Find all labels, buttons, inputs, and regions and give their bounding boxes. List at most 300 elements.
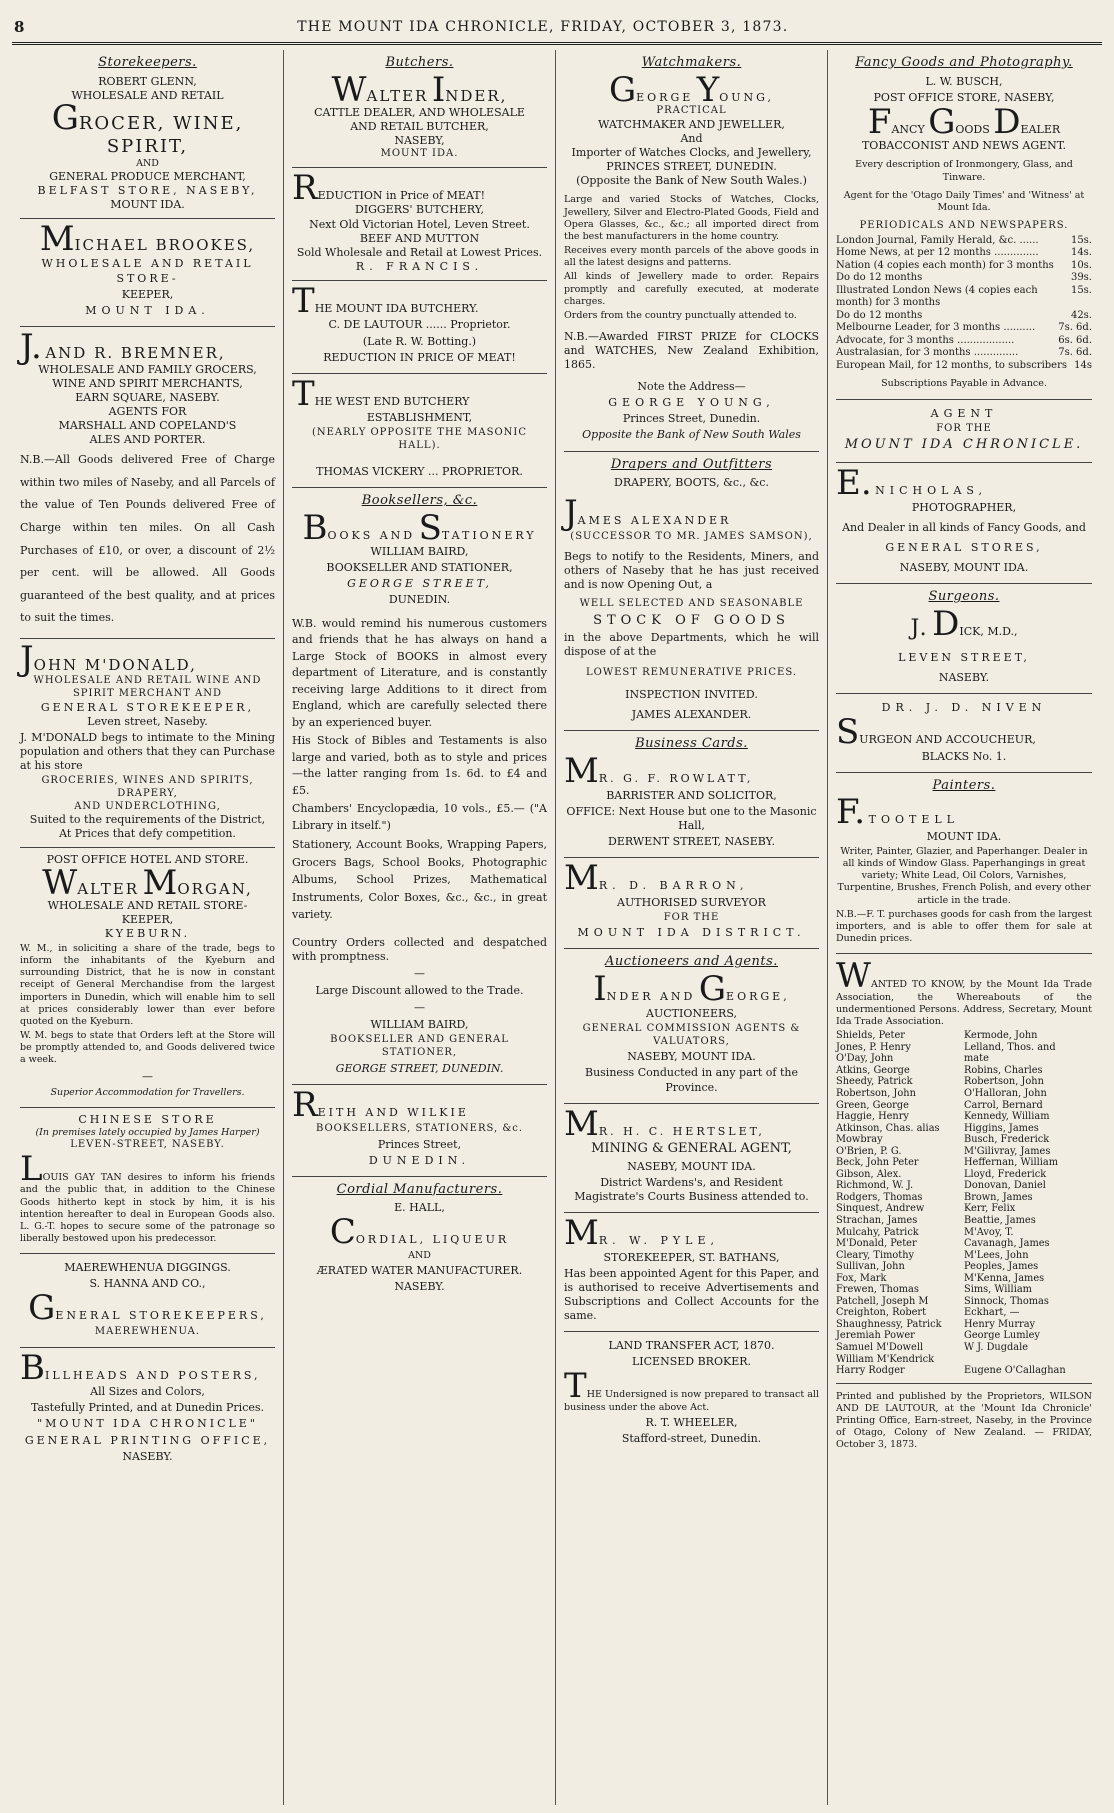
- francis-line: Sold Wholesale and Retail at Lowest Prices.: [296, 245, 543, 259]
- barron-line: FOR THE: [663, 911, 720, 923]
- drop-cap: D: [932, 603, 960, 644]
- baird-paragraph: His Stock of Bibles and Testaments is also large and varied, both as to style and prices —the latter ranging from 1s. 6d. to £4 and £5.: [292, 734, 547, 797]
- wanted-person: Shaughnessy, Patrick: [836, 1318, 942, 1330]
- baird-line: WILLIAM BAIRD,: [370, 545, 469, 559]
- drop-cap: F: [867, 101, 892, 142]
- young-line: And: [680, 132, 703, 146]
- mdonald-line: SPIRIT MERCHANT AND: [72, 687, 223, 699]
- reith-title: EITH AND WILKIE: [317, 1106, 469, 1120]
- alexander-line: (SUCCESSOR TO MR. JAMES SAMSON),: [570, 530, 813, 542]
- wanted-person: Sullivan, John: [836, 1261, 905, 1273]
- inder-line: CATTLE DEALER, AND WHOLESALE: [314, 105, 525, 119]
- busch-paragraph: Every description of Ironmongery, Glass, and Tinware.: [855, 159, 1073, 183]
- wanted-person: Brown, James: [964, 1191, 1033, 1203]
- agent-line: AGENT: [930, 406, 998, 420]
- morgan-body: W. M. begs to state that Orders left at the Store will be promptly attended to, and Goods delivered twice a week.: [20, 1030, 275, 1066]
- section-heading-auctioneers: Auctioneers and Agents.: [605, 954, 778, 970]
- wanted-person: Eugene O'Callaghan: [964, 1365, 1066, 1377]
- periodical-price: 10s.: [1070, 259, 1092, 271]
- billheads-line: "MOUNT IDA CHRONICLE": [37, 1417, 258, 1431]
- drop-cap: B: [20, 1347, 45, 1388]
- young-line: PRACTICAL: [656, 105, 727, 117]
- periodical-row: [836, 247, 1092, 260]
- section-heading-booksellers: Booksellers, &c.: [361, 493, 478, 508]
- bremner-line: MARSHALL AND COPELAND'S: [58, 419, 237, 433]
- wanted-person: Higgins, James: [964, 1122, 1039, 1134]
- drop-cap: R: [292, 1085, 318, 1126]
- drop-cap: I: [593, 969, 607, 1010]
- busch-paragraph: Agent for the 'Otago Daily Times' and 'Witness' at Mount Ida.: [843, 189, 1085, 213]
- wanted-names: [836, 1030, 1092, 1376]
- wanted-person: Lelland, Thos. and: [964, 1041, 1056, 1053]
- alexander-stock: WELL SELECTED AND SEASONABLE: [579, 597, 804, 609]
- francis-title: EDUCTION in Price of MEAT!: [317, 188, 485, 202]
- header-rule: [12, 42, 1102, 45]
- wanted-person: M'Avoy, T.: [964, 1226, 1014, 1238]
- drop-cap: M: [564, 1103, 599, 1144]
- wanted-person: M'Gilivray, James: [964, 1145, 1051, 1157]
- francis-line: Next Old Victorian Hotel, Leven Street.: [309, 217, 530, 231]
- glenn-name: ROBERT GLENN,: [98, 74, 197, 88]
- baird-paragraph: Chambers' Encyclopædia, 10 vols., £5.— ("A Library in itself."): [292, 802, 547, 832]
- pyle-paragraph: Has been appointed Agent for this Paper, and is authorised to receive Advertisements and Subscriptions and Collect Accounts for the same.: [564, 1266, 819, 1322]
- mdonald-body: J. M'DONALD begs to intimate to the Mining population and others that they can Purchase at his store: [20, 730, 275, 772]
- young-address: GEORGE YOUNG,: [608, 396, 775, 410]
- busch-name: L. W. BUSCH,: [925, 74, 1003, 88]
- periodical-row: [836, 235, 1092, 248]
- hertslet-line: District Wardens's, and Resident Magistrate's Courts Business attended to.: [574, 1175, 809, 1203]
- periodical-price: 14s: [1074, 359, 1092, 371]
- periodical-price: 15s.: [1070, 234, 1092, 246]
- wanted-person: Carrol, Bernard: [964, 1099, 1043, 1111]
- niven-title: URGEON AND ACCOUCHEUR,: [859, 732, 1036, 746]
- drop-cap: B: [302, 507, 328, 548]
- busch-title: ANCY: [891, 122, 925, 136]
- wanted-person: Lloyd, Frederick: [964, 1168, 1047, 1180]
- wanted-person: Donovan, Daniel: [964, 1180, 1046, 1192]
- section-heading-watchmakers: Watchmakers.: [641, 55, 742, 70]
- column-1: Storekeepers. ROBERT GLENN, WHOLESALE AND RETAIL GROCER, WINE, SPIRIT, AND GENERAL PRODUCE MERCHANT, BELFAST STORE, NASEBY, MOUNT IDA. MICHAEL BROOKES, WHOLESALE AND RETAIL STORE- KEEPER, MOUNT IDA. J. AND R. BREMNER, WHOLESALE AND FAMILY GROCERS, WINE AND SPIRIT MERCHANTS, EARN SQUARE, NASEBY. AGENTS FOR MARSHALL AND COPELAND'S ALES AND PORTER. N.B.—All Goods delivered Free of Charge within two miles of Naseby, and all Parcels of the value of Ten Pounds delivered Free of Charge within ten miles. On all Cash Purchases of £10, or over, a discount of 2½ per cent. will be allowed. All Goods guaranteed of the best quality, and at prices to suit the times. JOHN M'DONALD, WHOLESALE AND RETAIL WINE AND SPIRIT MERCHANT AND GENERAL STOREKEEPER, Leven street, Naseby. J. M'DONALD begs to intimate to the Mining population and others that they can Purchase at his store GROCERIES, WINES AND SPIRITS, DRAPERY, AND UNDERCLOTHING, Suited to the requirements of the District, At Prices that defy competition. POST OFFICE HOTEL AND STORE. WALTER MORGAN, WHOLESALE AND RETAIL STORE- KEEPER, KYEBURN. W. M., in soliciting a share of the trade, begs to inform the inhabitants of the Kyeburn and surrounding District, that he is now in constant receipt of General Merchandise from the largest importers in Dunedin, which will enable him to sell at prices considerably lower than ever before quoted on the Kyeburn. W. M. begs to state that Orders left at the Store will be promptly attended to, and Goods delivered twice a week. — Superior Accommodation for Travellers. CHINESE STORE (In premises lately occupied by James Harper) LEVEN-STREET, NASEBY. LOUIS GAY TAN desires to inform his friends and the public that, in addition to the Chinese Goods hitherto kept in stock by him, it is his intention hereafter to deal in European Goods also. L. G.-T. hopes to secure some of the patronage so liberally bestowed upon his predecessor. MAEREWHENUA DIGGINGS. S. HANNA AND CO., GENERAL STOREKEEPERS, MAEREWHENUA. BILLHEADS AND POSTERS, All Sizes and Colors, Tastefully Printed, and at Dunedin Prices. "MOUNT IDA CHRONICLE" GENERAL PRINTING OFFICE, NASEBY.: [12, 50, 284, 1805]
- page-number: 8: [14, 18, 26, 36]
- wanted-person: Haggie, Henry: [836, 1111, 909, 1123]
- westend-line: THOMAS VICKERY ... PROPRIETOR.: [316, 464, 523, 478]
- morgan-name: ALTER: [77, 879, 140, 898]
- mdonald-goods: GROCERIES, WINES AND SPIRITS, DRAPERY,: [41, 774, 254, 799]
- mdonald-line: Leven street, Naseby.: [87, 714, 208, 728]
- reith-line: Princes Street,: [377, 1137, 462, 1151]
- nicholas-line: PHOTOGRAPHER,: [911, 500, 1017, 514]
- chinese-store-title: CHINESE STORE: [78, 1112, 217, 1126]
- wanted-person: Fox, Mark: [836, 1272, 887, 1284]
- drop-cap: I: [431, 69, 446, 110]
- periodical-title: Nation (4 copies each month) for 3 months: [836, 259, 1054, 271]
- periodicals-foot: Subscriptions Payable in Advance.: [881, 378, 1047, 390]
- billheads-line: GENERAL PRINTING OFFICE,: [24, 1433, 271, 1447]
- glenn-line: ROCER, WINE, SPIRIT,: [78, 112, 244, 157]
- rowlatt-name: R. G. F. ROWLATT,: [598, 772, 754, 785]
- dick-name: ICK, M.D.,: [959, 624, 1018, 638]
- drop-cap: J.: [20, 326, 42, 367]
- ig-line: Business Conducted in any part of the Province.: [584, 1066, 799, 1094]
- francis-line: R. FRANCIS.: [355, 259, 484, 273]
- drop-cap: G: [928, 101, 956, 142]
- drop-cap: G: [28, 1288, 56, 1329]
- young-line: PRINCES STREET, DUNEDIN.: [606, 160, 777, 174]
- periodical-row: [836, 360, 1092, 373]
- section-heading-business: Business Cards.: [635, 736, 748, 752]
- dick-line: LEVEN STREET,: [898, 650, 1030, 664]
- hanna-name: S. HANNA AND CO.,: [89, 1277, 206, 1291]
- wanted-person: Sims, William: [964, 1284, 1032, 1296]
- periodical-row: [836, 272, 1092, 285]
- periodical-title: Advocate, for 3 months ..................: [836, 334, 1015, 346]
- wanted-person: Sinnock, Thomas: [964, 1295, 1049, 1307]
- ig-name: NDER AND: [606, 990, 696, 1004]
- baird-title: OOKS AND: [327, 528, 416, 542]
- wanted-person: Jones, P. Henry: [836, 1041, 911, 1053]
- periodical-row: [836, 285, 1092, 310]
- niven-line: BLACKS No. 1.: [921, 749, 1007, 763]
- periodical-title: Australasian, for 3 months ..............: [836, 347, 1019, 359]
- column-4: [828, 50, 1100, 1805]
- tootell-paragraph: Writer, Painter, Glazier, and Paperhanger. Dealer in all kinds of Window Glass. Paperhangings in great variety; White Lead, Oil Colors, Varnishes, Turpentine, Brushes, French Polish, and every other article in the trade.: [837, 845, 1091, 906]
- bremner-name: AND R. BREMNER,: [45, 343, 226, 362]
- drop-cap: J: [564, 493, 578, 534]
- section-heading-storekeepers: Storekeepers.: [98, 55, 197, 70]
- drop-cap: J: [20, 638, 34, 679]
- periodical-title: Home News, at per 12 months ..............: [836, 247, 1039, 259]
- pyle-name: R. W. PYLE,: [598, 1234, 719, 1248]
- barron-name: R. D. BARRON,: [598, 878, 749, 892]
- periodical-title: European Mail, for 12 months, to subscribers: [836, 359, 1068, 371]
- section-heading-butchers: Butchers.: [385, 55, 454, 70]
- busch-line: TOBACCONIST AND NEWS AGENT.: [861, 139, 1067, 153]
- young-line: Importer of Watches Clocks, and Jewellery,: [571, 146, 812, 160]
- wanted-person: Sheedy, Patrick: [836, 1076, 913, 1088]
- mdonald-name: OHN M'DONALD,: [33, 655, 197, 674]
- chinese-body: OUIS GAY TAN desires to inform his friends and the public that, in addition to the Chinese Goods hitherto kept in stock by him, it is his intention hereafter to deal in European Goods also. L. G.-T. hopes to secure some of the patronage so liberally bestowed upon his predecessor.: [20, 1171, 275, 1245]
- column-2: Butchers. WALTER INDER, CATTLE DEALER, AND WHOLESALE AND RETAIL BUTCHER, NASEBY, MOUNT IDA. REDUCTION in Price of MEAT! DIGGERS' BUTCHERY, Next Old Victorian Hotel, Leven Street. BEEF AND MUTTON Sold Wholesale and Retail at Lowest Prices. R. FRANCIS. THE MOUNT IDA BUTCHERY. C. DE LAUTOUR ...... Proprietor. (Late R. W. Botting.) REDUCTION IN PRICE OF MEAT! THE WEST END BUTCHERY ESTABLISHMENT, (NEARLY OPPOSITE THE MASONIC HALL). THOMAS VICKERY ... PROPRIETOR. Booksellers, &c. BOOKS AND STATIONERY WILLIAM BAIRD, BOOKSELLER AND STATIONER, GEORGE STREET, DUNEDIN. W.B. would remind his numerous customers and friends that he has always on hand a Large Stock of BOOKS in almost every department of Literature, and is constantly receiving large Additions to it direct from England, which are carefully selected there by an experienced buyer. His Stock of Bibles and Testaments is also large and varied, both as to style and prices —the latter ranging from 1s. 6d. to £4 and £5. Chambers' Encyclopædia, 10 vols., £5.— ("A Library in itself.") Stationery, Account Books, Wrapping Papers, Grocers Bags, School Books, Photographic Albums, School Prizes, Mathematical Instruments, Color Boxes, &c., &c., in great variety. Country Orders collected and despatched with promptness. — Large Discount allowed to the Trade. — WILLIAM BAIRD, BOOKSELLER AND GENERAL STATIONER, GEORGE STREET, DUNEDIN. REITH AND WILKIE BOOKSELLERS, STATIONERS, &c. Princes Street, DUNEDIN. Cordial Manufacturers. E. HALL, CORDIAL, LIQUEUR AND ÆRATED WATER MANUFACTURER. NASEBY.: [284, 50, 556, 1805]
- drop-cap: G: [698, 969, 727, 1010]
- wanted-person: Henry Murray: [964, 1318, 1036, 1330]
- hall-line: AND: [408, 1249, 431, 1261]
- section-heading-fancy-goods: Fancy Goods and Photography.: [855, 55, 1073, 70]
- ig-line: GENERAL COMMISSION AGENTS & VALUATORS,: [582, 1022, 801, 1047]
- drop-cap: D: [993, 101, 1021, 142]
- alexander-name: AMES ALEXANDER: [577, 514, 732, 528]
- agent-paper: MOUNT IDA CHRONICLE.: [844, 437, 1084, 453]
- busch-title: OODS: [955, 122, 990, 136]
- wanted-person: Jeremiah Power: [836, 1330, 915, 1342]
- wanted-person: O'Halloran, John: [964, 1087, 1047, 1099]
- baird-paragraph: Stationery, Account Books, Wrapping Papers, Grocers Bags, School Books, Photographic Albums, School Prizes, Mathematical Instruments, Color Boxes, &c., &c., in great variety.: [292, 838, 547, 922]
- baird-line: GEORGE STREET,: [347, 577, 492, 591]
- imprint: Printed and published by the Proprietors, WILSON AND DE LAUTOUR, at the 'Mount Ida Chronicle' Printing Office, Earn-street, Naseby, in the Province of Otago, Colony of New Zealand. — FRIDAY, October 3, 1873.: [836, 1390, 1092, 1451]
- bremner-line: ALES AND PORTER.: [89, 433, 206, 447]
- bremner-line: AGENTS FOR: [108, 405, 187, 419]
- baird-line: BOOKSELLER AND STATIONER,: [326, 561, 513, 575]
- periodicals-list: [836, 235, 1092, 373]
- wanted-person: Eckhart, —: [964, 1307, 1020, 1319]
- billheads-line: NASEBY.: [122, 1449, 173, 1463]
- periodical-price: 6s. 6d.: [1058, 334, 1092, 346]
- westend-line: ESTABLISHMENT,: [366, 411, 473, 425]
- periodical-row: [836, 260, 1092, 273]
- rowlatt-line: BARRISTER AND SOLICITOR,: [606, 788, 777, 802]
- baird-paragraph: Large Discount allowed to the Trade.: [315, 984, 524, 998]
- baird-paragraph: W.B. would remind his numerous customers and friends that he has always on hand a Large Stock of BOOKS in almost every department of Literature, and is constantly receiving large Additions to it direct from England, which are carefully selected there by an experienced buyer.: [292, 616, 547, 729]
- wanted-person: Busch, Frederick: [964, 1134, 1050, 1146]
- inder-line: AND RETAIL BUTCHER,: [350, 119, 489, 133]
- wanted-person: Beck, John Peter: [836, 1157, 919, 1169]
- periodical-price: 7s. 6d.: [1058, 347, 1092, 359]
- mib-line: C. DE LAUTOUR ...... Proprietor.: [328, 318, 511, 332]
- tootell-line: MOUNT IDA.: [926, 829, 1002, 843]
- baird-line: DUNEDIN.: [388, 593, 451, 607]
- periodical-price: 14s.: [1070, 247, 1092, 259]
- wanted-person: Sinquest, Andrew: [836, 1203, 925, 1215]
- drop-cap: C: [329, 1212, 356, 1253]
- drop-cap: G: [608, 69, 637, 110]
- wanted-person: W J. Dugdale: [964, 1342, 1029, 1353]
- drop-cap: F.: [836, 792, 866, 833]
- wanted-person: M'Donald, Peter: [836, 1238, 917, 1250]
- periodical-row: [836, 310, 1092, 323]
- mdonald-line: GENERAL STOREKEEPER,: [40, 700, 255, 714]
- wanted-person: George Lumley: [964, 1330, 1040, 1342]
- young-address: Opposite the Bank of New South Wales: [582, 428, 801, 442]
- drop-cap: T: [292, 280, 315, 321]
- rowlatt-line: DERWENT STREET, NASEBY.: [608, 834, 775, 848]
- drop-cap: T: [292, 373, 315, 414]
- brookes-line: MOUNT IDA.: [85, 303, 210, 317]
- nicholas-line: GENERAL STORES,: [885, 540, 1043, 554]
- wanted-person: Cleary, Timothy: [836, 1249, 915, 1261]
- inder-line: MOUNT IDA.: [380, 148, 459, 160]
- alexander-stock: STOCK OF GOODS: [593, 612, 790, 628]
- drop-cap: S: [836, 711, 860, 752]
- alexander-paragraph: Begs to notify to the Residents, Miners, and others of Naseby that he has just received and is now Opening Out, a: [564, 549, 819, 591]
- glenn-line: MOUNT IDA.: [110, 198, 185, 212]
- wanted-person: Strachan, James: [836, 1214, 918, 1226]
- land-line: LICENSED BROKER.: [631, 1355, 751, 1369]
- drapery-line: DRAPERY, BOOTS, &c., &c.: [614, 476, 769, 490]
- alexander-line: JAMES ALEXANDER.: [631, 708, 752, 722]
- wanted-person: Robertson, John: [964, 1076, 1044, 1088]
- busch-line: POST OFFICE STORE, NASEBY,: [873, 90, 1055, 104]
- niven-name: DR. J. D. NIVEN: [881, 700, 1047, 714]
- wanted-person: William M'Kendrick: [836, 1353, 935, 1365]
- wanted-intro: ANTED TO KNOW, by the Mount Ida Trade Association, the Whereabouts of the undermentioned Persons. Address, Secretary, Mount Ida Trade Association.: [836, 979, 1092, 1028]
- periodical-row: [836, 347, 1092, 360]
- land-line: Stafford-street, Dunedin.: [621, 1432, 762, 1445]
- young-paragraph: Orders from the country punctually attended to.: [564, 309, 797, 321]
- baird-signature: BOOKSELLER AND GENERAL STATIONER,: [330, 1034, 509, 1059]
- section-heading-cordial: Cordial Manufacturers.: [336, 1181, 503, 1197]
- bremner-line: WHOLESALE AND FAMILY GROCERS,: [38, 362, 257, 376]
- tootell-paragraph: N.B.—F. T. purchases goods for cash from the largest importers, and is able to offer them for sale at Dunedin prices.: [836, 908, 1092, 945]
- rowlatt-line: OFFICE: Next House but one to the Masonic Hall,: [566, 804, 817, 832]
- glenn-line: WHOLESALE AND RETAIL: [71, 88, 224, 102]
- masthead-title: THE MOUNT IDA CHRONICLE, FRIDAY, OCTOBER 3, 1873.: [297, 19, 789, 35]
- mdonald-goods: At Prices that defy competition.: [59, 827, 236, 841]
- ig-line: NASEBY, MOUNT IDA.: [627, 1050, 756, 1064]
- section-heading-surgeons: Surgeons.: [928, 588, 1000, 604]
- periodical-price: 7s. 6d.: [1058, 322, 1092, 334]
- young-line: WATCHMAKER AND JEWELLER,: [598, 118, 785, 132]
- young-address: Note the Address—: [637, 380, 746, 394]
- column-3: [556, 50, 828, 1805]
- wanted-person: O'Day, John: [836, 1053, 894, 1065]
- hall-line: ÆRATED WATER MANUFACTURER.: [316, 1264, 523, 1278]
- wanted-person: Mulcahy, Patrick: [836, 1226, 919, 1238]
- tootell-name: TOOTELL: [868, 813, 959, 827]
- wanted-person: Heffernan, William: [964, 1157, 1059, 1169]
- barron-line: AUTHORISED SURVEYOR: [617, 895, 766, 909]
- young-name: OUNG,: [719, 90, 775, 104]
- wanted-person: Creighton, Robert: [836, 1307, 927, 1319]
- baird-paragraph: Country Orders collected and despatched with promptness.: [292, 936, 547, 964]
- maere-title: MAEREWHENUA DIGGINGS.: [64, 1261, 231, 1275]
- wanted-person: Robertson, John: [836, 1087, 916, 1099]
- ig-name: EORGE,: [726, 990, 790, 1004]
- wanted-person: [964, 1354, 1092, 1366]
- section-heading-painters: Painters.: [932, 777, 996, 793]
- wanted-person: Beattie, James: [964, 1214, 1036, 1226]
- young-address: Princes Street, Dunedin.: [622, 412, 761, 426]
- wanted-person: Shields, Peter: [836, 1030, 905, 1042]
- glenn-line: BELFAST STORE, NASEBY,: [37, 184, 258, 198]
- wanted-person: M'Kenna, James: [964, 1272, 1045, 1284]
- drop-cap: M: [142, 862, 178, 903]
- glenn-line: GENERAL PRODUCE MERCHANT,: [49, 170, 246, 183]
- nicholas-line: And Dealer in all kinds of Fancy Goods, and: [842, 520, 1086, 534]
- wanted-person: Green, George: [836, 1099, 909, 1111]
- wanted-person: Robins, Charles: [964, 1064, 1043, 1076]
- wanted-person: Atkins, George: [836, 1064, 910, 1076]
- drop-cap: M: [564, 751, 599, 791]
- drop-cap: M: [564, 1213, 599, 1254]
- billheads-title: ILLHEADS AND POSTERS,: [45, 1368, 261, 1382]
- baird-title: TATIONERY: [441, 528, 537, 542]
- wanted-person: Richmond, W. J.: [836, 1180, 914, 1192]
- drop-cap: W: [331, 69, 367, 110]
- drop-cap: R: [292, 167, 318, 208]
- periodical-price: 39s.: [1070, 272, 1092, 284]
- wanted-person: Rodgers, Thomas: [836, 1191, 923, 1203]
- hertslet-line: NASEBY, MOUNT IDA.: [627, 1159, 756, 1173]
- periodical-row: [836, 322, 1092, 335]
- bremner-note: N.B.—All Goods delivered Free of Charge within two miles of Naseby, and all Parcels of the value of Ten Pounds delivered Free of Charge within ten miles. On all Cash Purchases of £10, or over, a discount of 2½ per cent. will be allowed. All Goods guaranteed of the best quality, and at prices to suit the times.: [20, 453, 275, 625]
- inder-name: NDER,: [445, 86, 508, 105]
- periodical-title: Illustrated London News (4 copies each month) for 3 months: [836, 284, 1038, 309]
- billheads-line: All Sizes and Colors,: [90, 1385, 205, 1399]
- nicholas-name: NICHOLAS,: [875, 484, 988, 498]
- mib-line: REDUCTION IN PRICE OF MEAT!: [323, 350, 516, 364]
- wanted-person: Patchell, Joseph M: [836, 1295, 929, 1307]
- periodical-title: London Journal, Family Herald, &c. ......: [836, 234, 1039, 246]
- wanted-person: Kennedy, William: [964, 1111, 1050, 1123]
- young-paragraph: Large and varied Stocks of Watches, Clocks, Jewellery, Silver and Electro-Plated Goods, Field and Opera Glasses, &c., &c.; all imported direct from the best manufacturers in the home country.: [564, 194, 819, 242]
- brookes-name: ICHAEL BROOKES,: [74, 236, 256, 255]
- reith-line: BOOKSELLERS, STATIONERS, &c.: [315, 1122, 524, 1134]
- young-paragraph: All kinds of Jewellery made to order. Repairs promptly and carefully executed, at moderate charges.: [564, 271, 819, 307]
- young-name: EORGE: [636, 90, 694, 104]
- inder-name: ALTER: [366, 86, 429, 105]
- morgan-line: KYEBURN.: [104, 926, 191, 940]
- page-header: [14, 14, 1100, 40]
- alexander-paragraph: in the above Departments, which he will dispose of at the: [564, 631, 819, 659]
- baird-signature: WILLIAM BAIRD,: [370, 1018, 469, 1032]
- morgan-body: W. M., in soliciting a share of the trade, begs to inform the inhabitants of the Kyeburn and surrounding District, that he is now in constant receipt of General Merchandise from the largest importers in Dunedin, which will enable him to sell at prices considerably lower than ever before quoted on the Kyeburn.: [20, 942, 275, 1027]
- chinese-line: (In premises lately occupied by James Harper): [35, 1126, 260, 1138]
- wanted-person: Samuel M'Dowell: [836, 1342, 924, 1353]
- young-line: (Opposite the Bank of New South Wales.): [576, 174, 807, 188]
- periodical-title: Do do 12 months: [836, 309, 923, 321]
- periodical-price: 42s.: [1070, 309, 1092, 321]
- glenn-line: AND: [136, 157, 159, 169]
- wanted-right-list: [964, 1030, 1092, 1376]
- pyle-line: STOREKEEPER, ST. BATHANS,: [603, 1250, 780, 1264]
- mdonald-goods: AND UNDERCLOTHING,: [74, 800, 221, 812]
- hertslet-name: R. H. C. HERTSLET,: [598, 1124, 765, 1138]
- young-paragraph: Receives every month parcels of the above goods in all the latest designs and patterns.: [564, 245, 819, 269]
- mdonald-goods: Suited to the requirements of the District,: [29, 813, 266, 827]
- wanted-person: mate: [964, 1053, 989, 1065]
- land-title: LAND TRANSFER ACT, 1870.: [608, 1339, 775, 1353]
- dick-initial: J.: [910, 615, 929, 641]
- periodical-price: 15s.: [1070, 284, 1092, 296]
- hanna-line: ENERAL STOREKEEPERS,: [55, 1309, 267, 1323]
- wanted-person: Peoples, James: [964, 1261, 1039, 1273]
- hall-line: NASEBY.: [394, 1280, 445, 1294]
- wanted-person: Kerr, Felix: [964, 1203, 1016, 1215]
- columns: [12, 50, 1102, 1805]
- drop-cap: M: [39, 219, 75, 260]
- drop-cap: T: [564, 1366, 587, 1407]
- inder-line: NASEBY,: [394, 133, 445, 147]
- wanted-person: Cavanagh, James: [964, 1238, 1050, 1250]
- wanted-person: Gibson, Alex.: [836, 1168, 902, 1180]
- westend-line: (NEARLY OPPOSITE THE MASONIC HALL).: [311, 427, 528, 452]
- baird-signature: GEORGE STREET, DUNEDIN.: [335, 1062, 504, 1076]
- drop-cap: W: [836, 956, 871, 997]
- wanted-person: Frewen, Thomas: [836, 1284, 919, 1296]
- alexander-line: LOWEST REMUNERATIVE PRICES.: [585, 667, 798, 679]
- billheads-line: Tastefully Printed, and at Dunedin Prices.: [30, 1401, 265, 1415]
- wanted-person: Kermode, John: [964, 1030, 1038, 1042]
- drop-cap: S: [418, 507, 442, 548]
- wanted-person: Harry Rodger: [836, 1365, 905, 1377]
- section-heading-drapers: Drapers and Outfitters: [610, 456, 773, 472]
- periodical-row: [836, 335, 1092, 348]
- brookes-line: KEEPER,: [121, 287, 174, 301]
- ig-line: AUCTIONEERS,: [646, 1006, 737, 1020]
- chinese-line: LEVEN-STREET, NASEBY.: [70, 1139, 225, 1151]
- westend-title: HE WEST END BUTCHERY: [314, 394, 470, 408]
- wanted-person: M'Lees, John: [964, 1249, 1029, 1261]
- alexander-line: INSPECTION INVITED.: [625, 688, 758, 702]
- hall-name: E. HALL,: [394, 1201, 445, 1215]
- periodical-title: Do do 12 months: [836, 272, 923, 284]
- francis-line: BEEF AND MUTTON: [359, 231, 480, 245]
- francis-line: DIGGERS' BUTCHERY,: [354, 203, 485, 217]
- morgan-line: WHOLESALE AND RETAIL STORE-: [47, 898, 248, 912]
- bremner-line: WINE AND SPIRIT MERCHANTS,: [52, 377, 243, 390]
- drop-cap: E.: [836, 463, 872, 504]
- drop-cap: G: [51, 97, 79, 138]
- mib-line: (Late R. W. Botting.): [362, 334, 477, 348]
